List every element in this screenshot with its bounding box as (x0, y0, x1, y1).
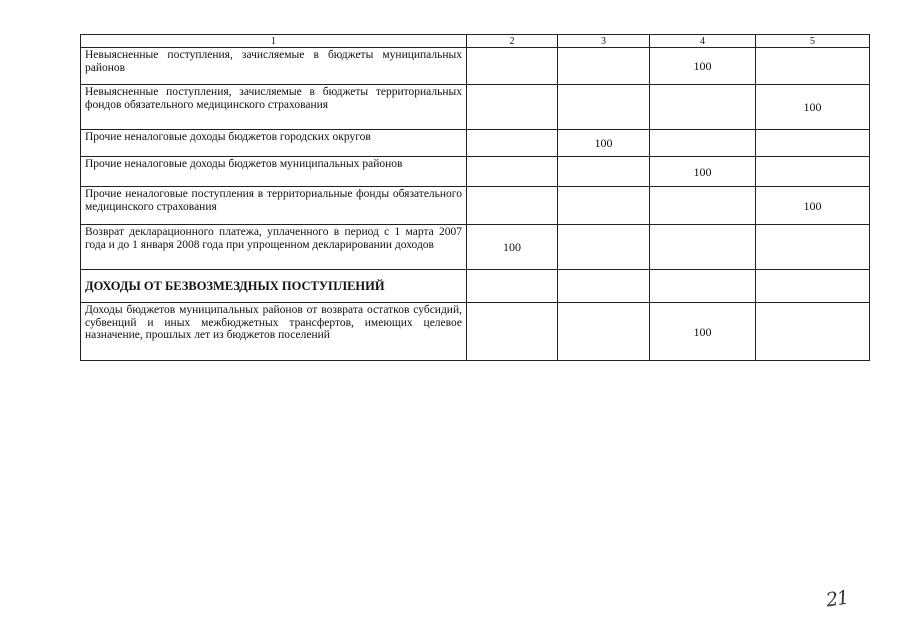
cell-col-5 (756, 48, 870, 85)
cell-col-5: 100 (756, 187, 870, 225)
cell-col-5 (756, 130, 870, 157)
column-header-3: 3 (558, 35, 650, 48)
cell-col-2: 100 (467, 225, 558, 270)
cell-col-4 (650, 130, 756, 157)
header-row (81, 35, 870, 48)
column-header-5: 5 (756, 35, 870, 48)
cell-col-5 (756, 225, 870, 270)
cell-col-3 (558, 270, 650, 303)
cell-col-4: 100 (650, 157, 756, 187)
row-label: Доходы бюджетов муниципальных районов от возврата остатков субсидий, субвенций и иных межбюджетных трансфертов, имеющих целевое назначение, прошлых лет из бюджетов поселений (81, 303, 467, 361)
handwritten-page-number: 21 (824, 586, 850, 612)
cell-col-2 (467, 48, 558, 85)
row-label: Прочие неналоговые доходы бюджетов городских округов (81, 130, 467, 157)
cell-col-2 (467, 157, 558, 187)
cell-col-2 (467, 270, 558, 303)
column-header-1: 1 (81, 35, 467, 48)
revenue-distribution-table (80, 34, 870, 361)
column-header-2: 2 (467, 35, 558, 48)
table-row (81, 303, 870, 361)
cell-col-4: 100 (650, 48, 756, 85)
table-row (81, 225, 870, 270)
cell-col-3 (558, 187, 650, 225)
section-heading: ДОХОДЫ ОТ БЕЗВОЗМЕЗДНЫХ ПОСТУПЛЕНИЙ (81, 270, 467, 303)
table-header (81, 35, 870, 48)
table-row (81, 48, 870, 85)
row-label: Прочие неналоговые поступления в территориальные фонды обязательного медицинского страхования (81, 187, 467, 225)
cell-col-5: 100 (756, 85, 870, 130)
cell-col-3: 100 (558, 130, 650, 157)
cell-col-3 (558, 303, 650, 361)
table-row (81, 187, 870, 225)
cell-col-4 (650, 85, 756, 130)
cell-col-5 (756, 303, 870, 361)
row-label: Прочие неналоговые доходы бюджетов муниципальных районов (81, 157, 467, 187)
table-row-section (81, 270, 870, 303)
cell-col-2 (467, 303, 558, 361)
cell-col-4 (650, 270, 756, 303)
cell-col-3 (558, 157, 650, 187)
cell-col-3 (558, 48, 650, 85)
row-label: Невыясненные поступления, зачисляемые в бюджеты территориальных фондов обязательного медицинского страхования (81, 85, 467, 130)
cell-col-3 (558, 85, 650, 130)
column-header-4: 4 (650, 35, 756, 48)
cell-col-2 (467, 130, 558, 157)
cell-col-5 (756, 157, 870, 187)
table-body (81, 48, 870, 361)
row-label: Невыясненные поступления, зачисляемые в бюджеты муниципальных районов (81, 48, 467, 85)
row-label: Возврат декларационного платежа, уплаченного в период с 1 марта 2007 года и до 1 января 2008 года при упрощенном декларировании доходов (81, 225, 467, 270)
cell-col-5 (756, 270, 870, 303)
table-row (81, 85, 870, 130)
table-row (81, 157, 870, 187)
cell-col-4: 100 (650, 303, 756, 361)
cell-col-2 (467, 187, 558, 225)
table-row (81, 130, 870, 157)
cell-col-3 (558, 225, 650, 270)
cell-col-2 (467, 85, 558, 130)
cell-col-4 (650, 225, 756, 270)
cell-col-4 (650, 187, 756, 225)
